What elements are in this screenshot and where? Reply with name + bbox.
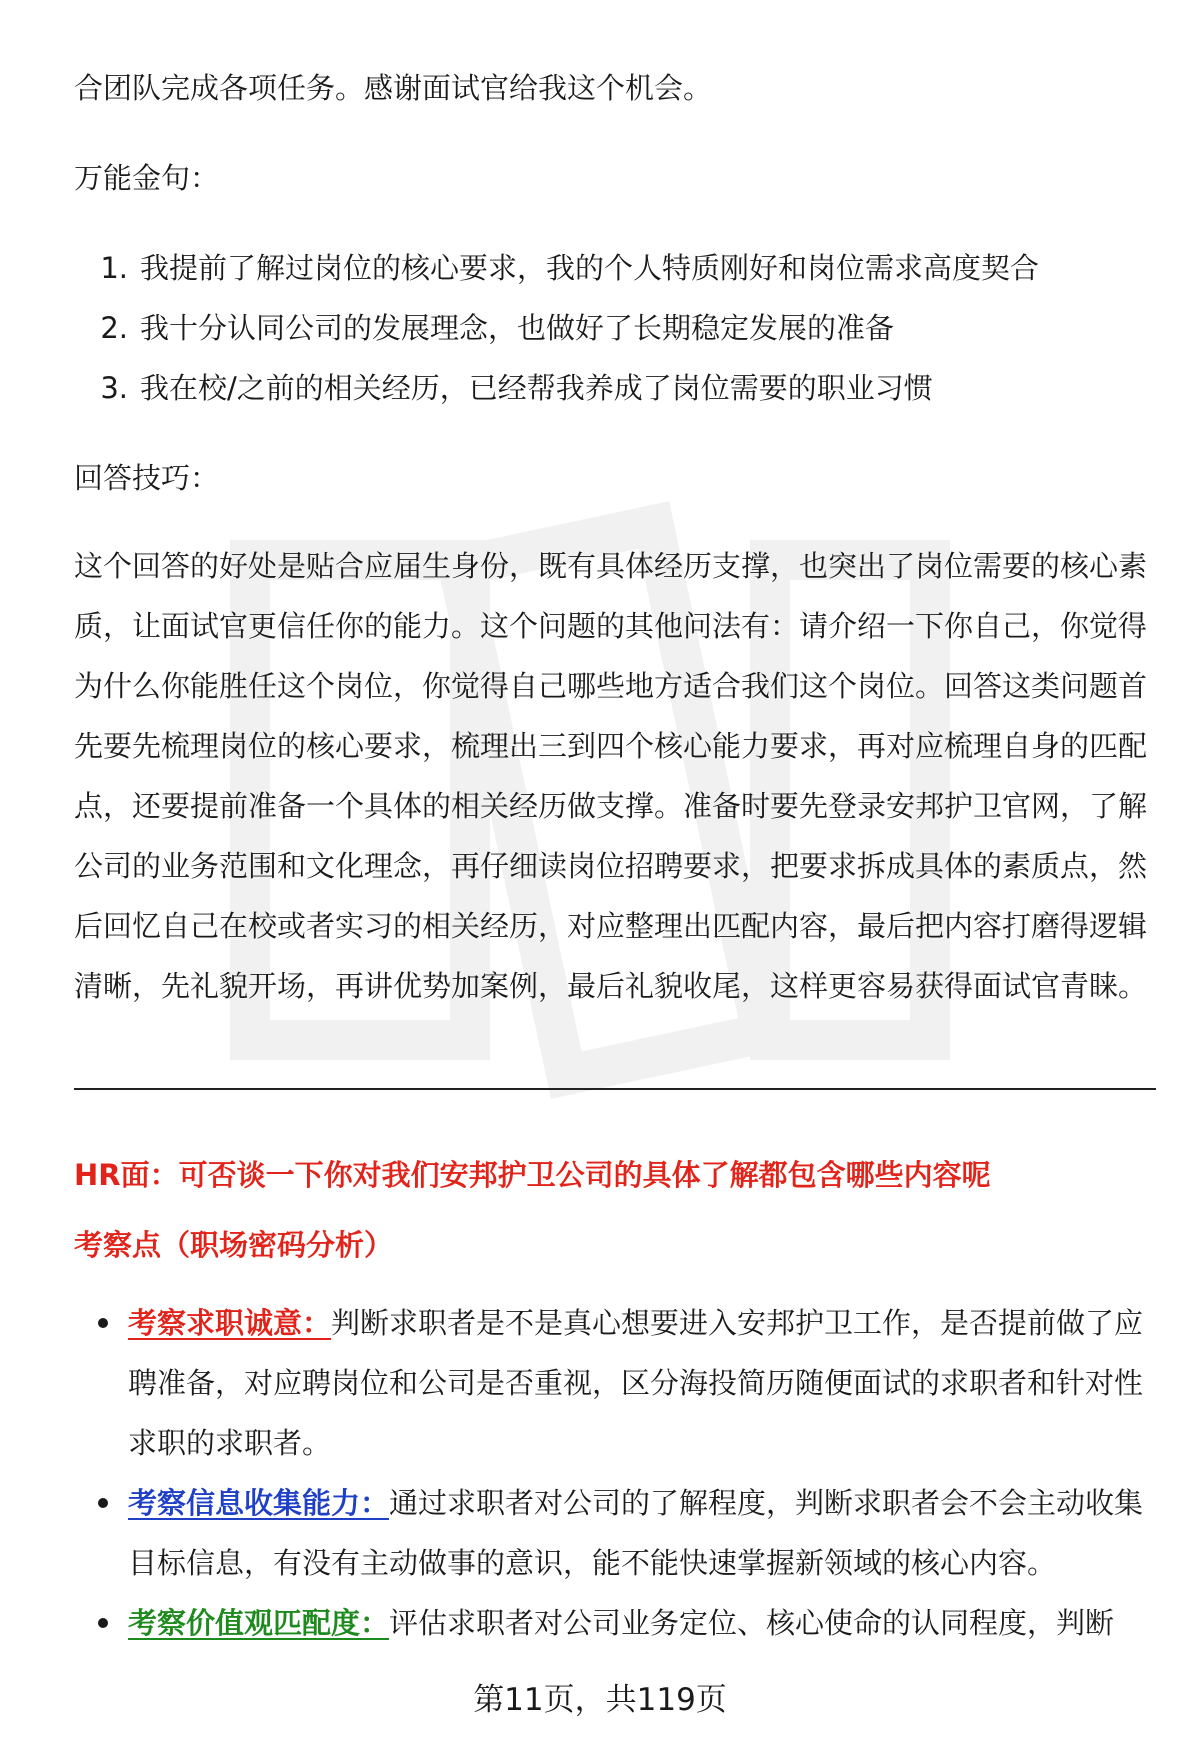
analysis-points-list [74,1293,1154,1653]
page-number: 第11页，共119页 [473,1682,727,1718]
point-text: 通过求职者对公司的了解程度，判断求职者会不会主动收集目标信息，有没有主动做事的意识，能不能快速掌握新领域的核心内容。 [128,1486,1144,1580]
point-keyword: 考察价值观匹配度： [128,1606,390,1640]
point-keyword: 考察求职诚意： [128,1306,332,1340]
answer-tips-label: 回答技巧： [74,461,220,495]
list-item [74,238,1039,298]
list-text: 我提前了解过岗位的核心要求，我的个人特质刚好和岗位需求高度契合 [140,251,1040,285]
list-text: 我在校/之前的相关经历，已经帮我养成了岗位需要的职业习惯 [140,371,933,405]
list-item [74,1593,1154,1653]
point-text: 判断求职者是不是真心想要进入安邦护卫工作，是否提前做了应聘准备，对应聘岗位和公司是否重视，区分海投简历随便面试的求职者和针对性求职的求职者。 [128,1306,1144,1460]
list-text: 我十分认同公司的发展理念，也做好了长期稳定发展的准备 [140,311,895,345]
bullet-icon [98,1498,108,1508]
point-text: 评估求职者对公司业务定位、核心使命的认同程度，判断 [389,1606,1115,1640]
list-item [74,358,1039,418]
list-item [74,1473,1154,1593]
list-item [74,298,1039,358]
bullet-icon [98,1618,108,1628]
intro-paragraph: 合团队完成各项任务。感谢面试官给我这个机会。 [74,71,713,105]
list-item [74,1293,1154,1473]
list-number: 2. [100,311,128,345]
point-keyword: 考察信息收集能力： [128,1486,390,1520]
bullet-icon [98,1318,108,1328]
analysis-heading: 考察点（职场密码分析） [74,1228,394,1262]
answer-tips-paragraph: 这个回答的好处是贴合应届生身份，既有具体经历支撑，也突出了岗位需要的核心素质，让面试官更信任你的能力。这个问题的其他问法有：请介绍一下你自己，你觉得为什么你能胜任这个岗位，你觉得自己哪些地方适合我们这个岗位。回答这类问题首先要先梳理岗位的核心要求，梳理出三到四个核心能力要求，再对应梳理自身的匹配点，还要提前准备一个具体的相关经历做支撑。准备时要先登录安邦护卫官网，了解公司的业务范围和文化理念，再仔细读岗位招聘要求，把要求拆成具体的素质点，然后回忆自己在校或者实习的相关经历，对应整理出匹配内容，最后把内容打磨得逻辑清晰，先礼貌开场，再讲优势加案例，最后礼貌收尾，这样更容易获得面试官青睐。 [74,549,1148,1003]
golden-sentences-list [74,238,1039,418]
golden-sentences-label: 万能金句： [74,161,220,195]
list-number: 1. [100,251,128,285]
question-heading: HR面：可否谈一下你对我们安邦护卫公司的具体了解都包含哪些内容呢 [74,1158,991,1192]
list-number: 3. [100,371,128,405]
section-divider [74,1088,1156,1090]
